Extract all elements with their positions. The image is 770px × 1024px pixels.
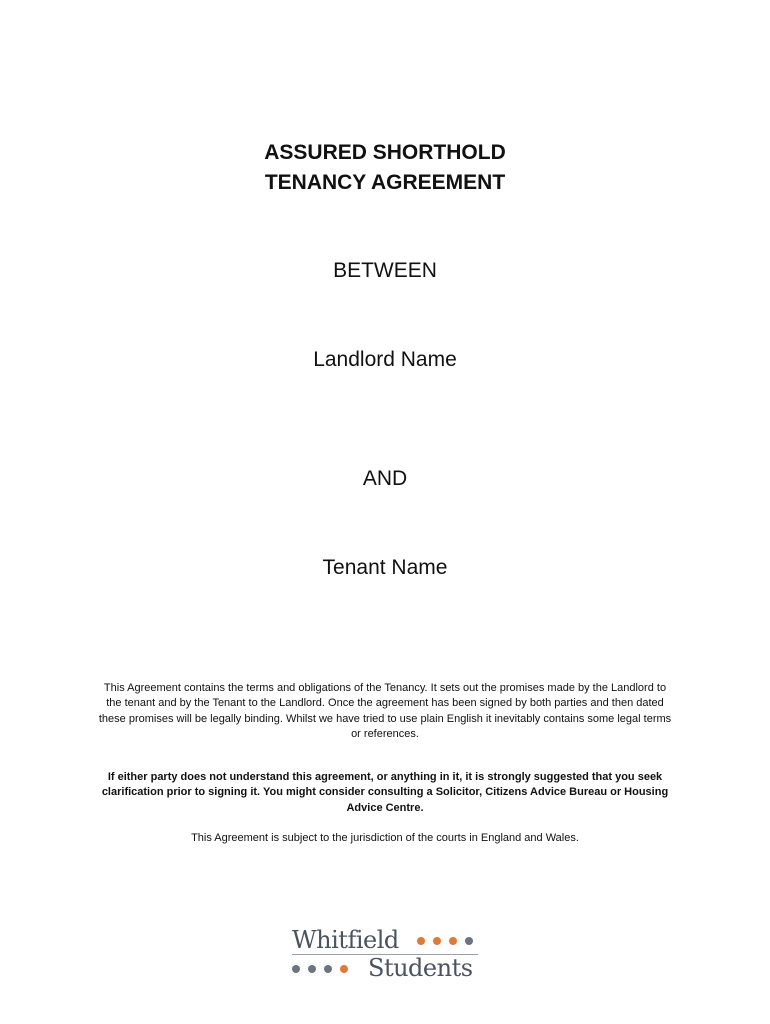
between-label: BETWEEN — [333, 259, 437, 282]
logo-dot-icon — [465, 937, 473, 945]
tenant-name: Tenant Name — [322, 556, 448, 579]
advice-paragraph: If either party does not understand this agreement, or anything in it, it is strongly suggested that you seek clarification prior to signing it. You might consider consulting a Solicitor, Citizens Advice Bureau or Housing Advice Centre. — [101, 771, 669, 814]
logo-dot-icon — [433, 937, 441, 945]
logo-dot-icon — [340, 965, 348, 973]
jurisdiction-paragraph: This Agreement is subject to the jurisdiction of the courts in England and Wales. — [191, 832, 579, 844]
logo-dot-icon — [324, 965, 332, 973]
intro-paragraph: This Agreement contains the terms and obligations of the Tenancy. It sets out the promises made by the Landlord to the tenant and by the Tenant to the Landlord. Once the agreement has been signed by both parties and then dated these promises will be legally binding. Whilst we have tried to use plain English it inevitably contains some legal terms or references. — [98, 682, 672, 740]
landlord-name: Landlord Name — [313, 348, 457, 371]
logo-dot-icon — [292, 965, 300, 973]
logo-word-students: Students — [368, 954, 473, 982]
title-line-2: TENANCY AGREEMENT — [264, 171, 506, 194]
logo-dot-icon — [308, 965, 316, 973]
whitfield-students-logo — [290, 927, 482, 983]
and-label: AND — [362, 467, 408, 490]
title-line-1: ASSURED SHORTHOLD — [264, 141, 506, 164]
logo-word-whitfield: Whitfield — [292, 926, 399, 954]
document-title — [0, 138, 770, 198]
logo-dot-icon — [417, 937, 425, 945]
logo-dot-icon — [449, 937, 457, 945]
